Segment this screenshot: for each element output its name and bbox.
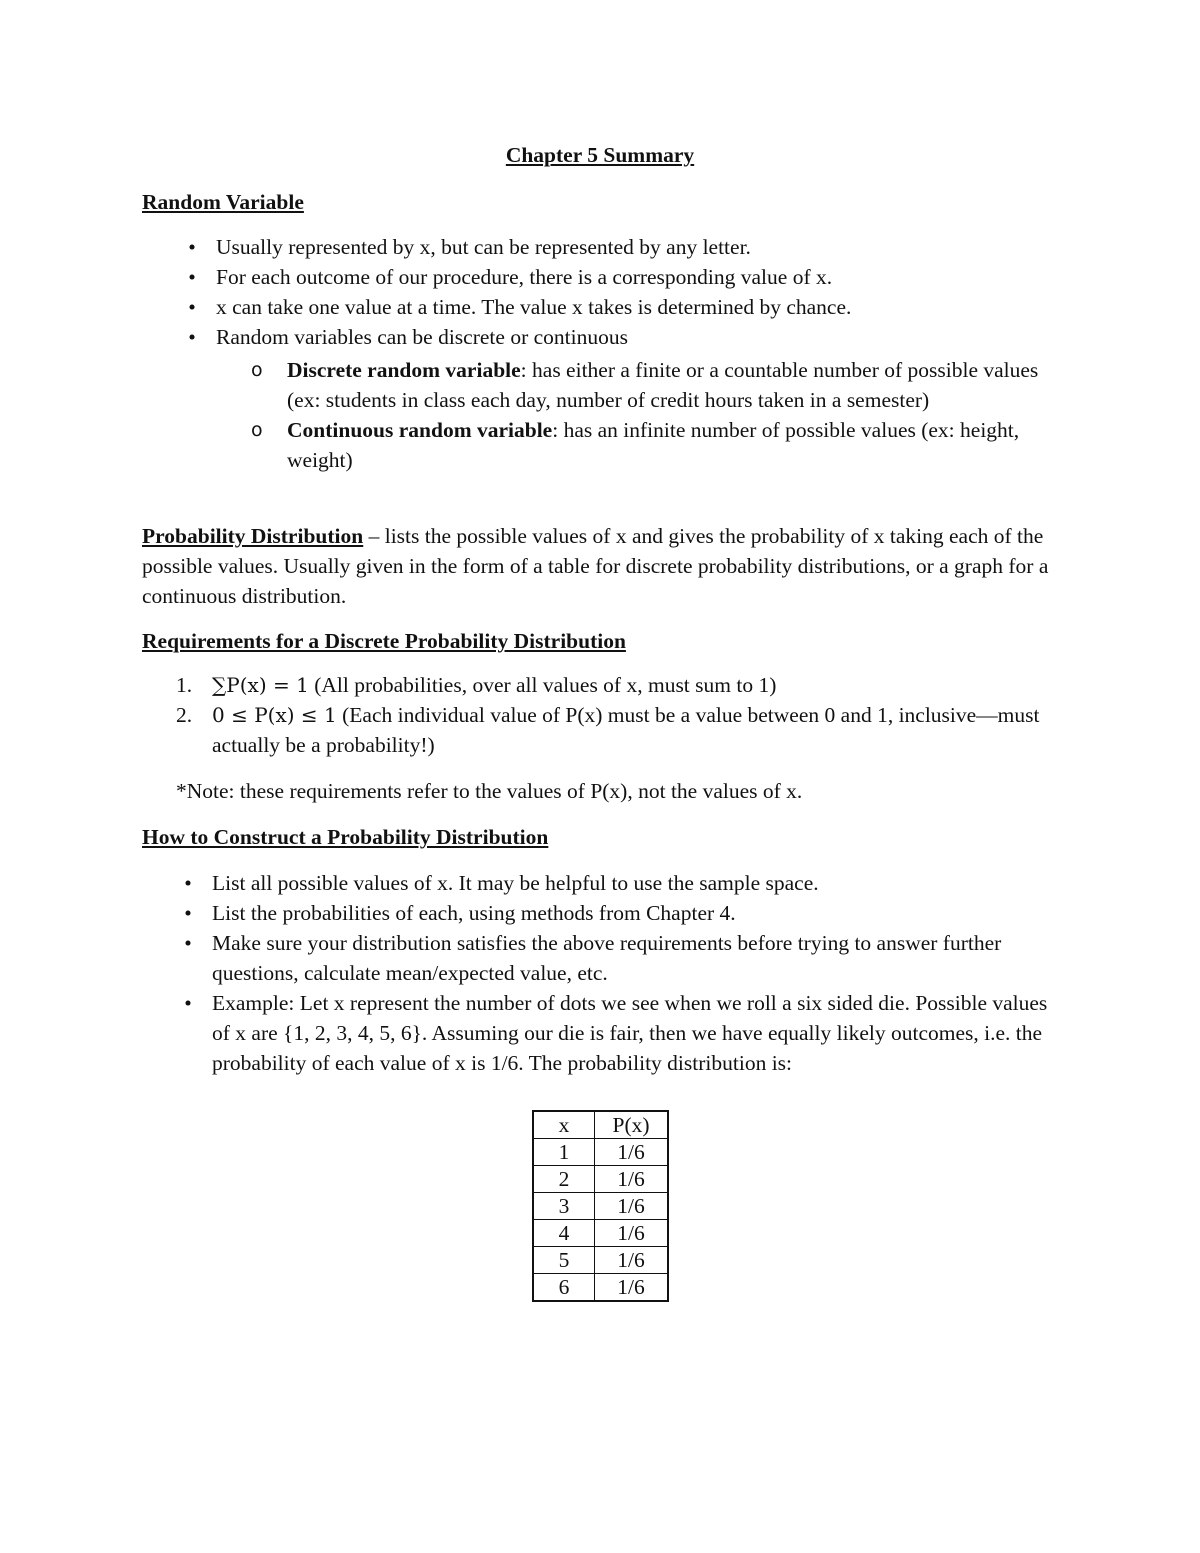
list-item xyxy=(176,700,1072,760)
bullet-icon: • xyxy=(188,295,196,319)
requirements-numbered-list xyxy=(176,670,1072,760)
bullet-text: Usually represented by x, but can be represented by any letter. xyxy=(216,235,751,259)
list-item xyxy=(184,988,1062,1078)
column-header-x: x xyxy=(533,1111,595,1139)
bullet-text: Random variables can be discrete or continuous xyxy=(216,325,628,349)
cell-px: 1/6 xyxy=(595,1274,669,1302)
list-number: 1. xyxy=(176,673,193,697)
bullet-icon: • xyxy=(188,265,196,289)
table-row xyxy=(533,1193,668,1220)
list-number: 2. xyxy=(176,703,193,727)
cell-x: 4 xyxy=(533,1220,595,1247)
heading-construct: How to Construct a Probability Distribution xyxy=(142,825,549,849)
column-header-px: P(x) xyxy=(595,1111,669,1139)
heading-requirements: Requirements for a Discrete Probability Distribution xyxy=(142,629,626,653)
list-item xyxy=(184,898,1062,928)
term-discrete-random-variable: Discrete random variable xyxy=(287,358,521,382)
cell-px: 1/6 xyxy=(595,1139,669,1166)
table-row xyxy=(533,1274,668,1302)
circle-bullet-icon: o xyxy=(251,419,263,441)
random-variable-bullet-list xyxy=(188,232,1076,352)
requirements-note: *Note: these requirements refer to the values of P(x), not the values of x. xyxy=(176,779,803,803)
term-probability-distribution: Probability Distribution xyxy=(142,524,364,548)
list-item xyxy=(188,322,1076,352)
probability-distribution-paragraph xyxy=(142,521,1062,611)
cell-x: 6 xyxy=(533,1274,595,1302)
bullet-text: Make sure your distribution satisfies the above requirements before trying to answer further questions, calculate mean/expected value, etc. xyxy=(212,931,1002,985)
bullet-icon: • xyxy=(188,235,196,259)
definition-continuous: : has an infinite number of possible values (ex: height, weight) xyxy=(287,418,1020,472)
probability-distribution-table xyxy=(532,1110,669,1302)
cell-x: 1 xyxy=(533,1139,595,1166)
cell-px: 1/6 xyxy=(595,1193,669,1220)
bullet-text: List the probabilities of each, using methods from Chapter 4. xyxy=(212,901,736,925)
list-item-discrete xyxy=(251,355,1067,415)
bullet-text: For each outcome of our procedure, there is a corresponding value of x. xyxy=(216,265,833,289)
probability-distribution-definition: – lists the possible values of x and gives the probability of x taking each of the possible values. Usually given in the form of a table for discrete probability distributions, or a graph for a continuous distribution. xyxy=(142,524,1049,608)
table-header-row xyxy=(533,1111,668,1139)
math-sum-equation: ∑P(x) = 1 xyxy=(212,673,309,697)
list-item xyxy=(184,868,1062,898)
bullet-icon: • xyxy=(184,901,192,925)
table-row xyxy=(533,1220,668,1247)
bullet-text: Example: Let x represent the number of dots we see when we roll a six sided die. Possible values of x are {1, 2, 3, 4, 5, 6}. Assuming our die is fair, then we have equally likely outcomes, i.e. the probability of each value of x is 1/6. The probability distribution is: xyxy=(212,991,1048,1075)
math-range-inequality: 0 ≤ P(x) ≤ 1 xyxy=(212,703,337,727)
list-item-continuous xyxy=(251,415,1067,475)
definition-discrete: : has either a finite or a countable number of possible values (ex: students in class each day, number of credit hours taken in a semester) xyxy=(287,358,1039,412)
cell-x: 2 xyxy=(533,1166,595,1193)
page-title: Chapter 5 Summary xyxy=(505,143,695,167)
bullet-icon: • xyxy=(188,325,196,349)
table-row xyxy=(533,1166,668,1193)
bullet-icon: • xyxy=(184,991,192,1015)
cell-px: 1/6 xyxy=(595,1247,669,1274)
bullet-text: x can take one value at a time. The value x takes is determined by chance. xyxy=(216,295,852,319)
variable-types-sub-list xyxy=(251,355,1067,475)
list-item xyxy=(188,292,1076,322)
cell-x: 5 xyxy=(533,1247,595,1274)
bullet-icon: • xyxy=(184,871,192,895)
cell-x: 3 xyxy=(533,1193,595,1220)
requirement-text: (Each individual value of P(x) must be a value between 0 and 1, inclusive—must actually be a probability!) xyxy=(212,703,1040,757)
requirement-text: (All probabilities, over all values of x, must sum to 1) xyxy=(308,673,777,697)
list-item xyxy=(176,670,1072,700)
table-row xyxy=(533,1139,668,1166)
list-item xyxy=(188,262,1076,292)
list-item xyxy=(188,232,1076,262)
table-row xyxy=(533,1247,668,1274)
cell-px: 1/6 xyxy=(595,1166,669,1193)
construct-bullet-list xyxy=(184,868,1062,1078)
bullet-text: List all possible values of x. It may be helpful to use the sample space. xyxy=(212,871,819,895)
circle-bullet-icon: o xyxy=(251,359,263,381)
term-continuous-random-variable: Continuous random variable xyxy=(287,418,553,442)
heading-random-variable: Random Variable xyxy=(142,190,304,214)
bullet-icon: • xyxy=(184,931,192,955)
cell-px: 1/6 xyxy=(595,1220,669,1247)
list-item xyxy=(184,928,1062,988)
